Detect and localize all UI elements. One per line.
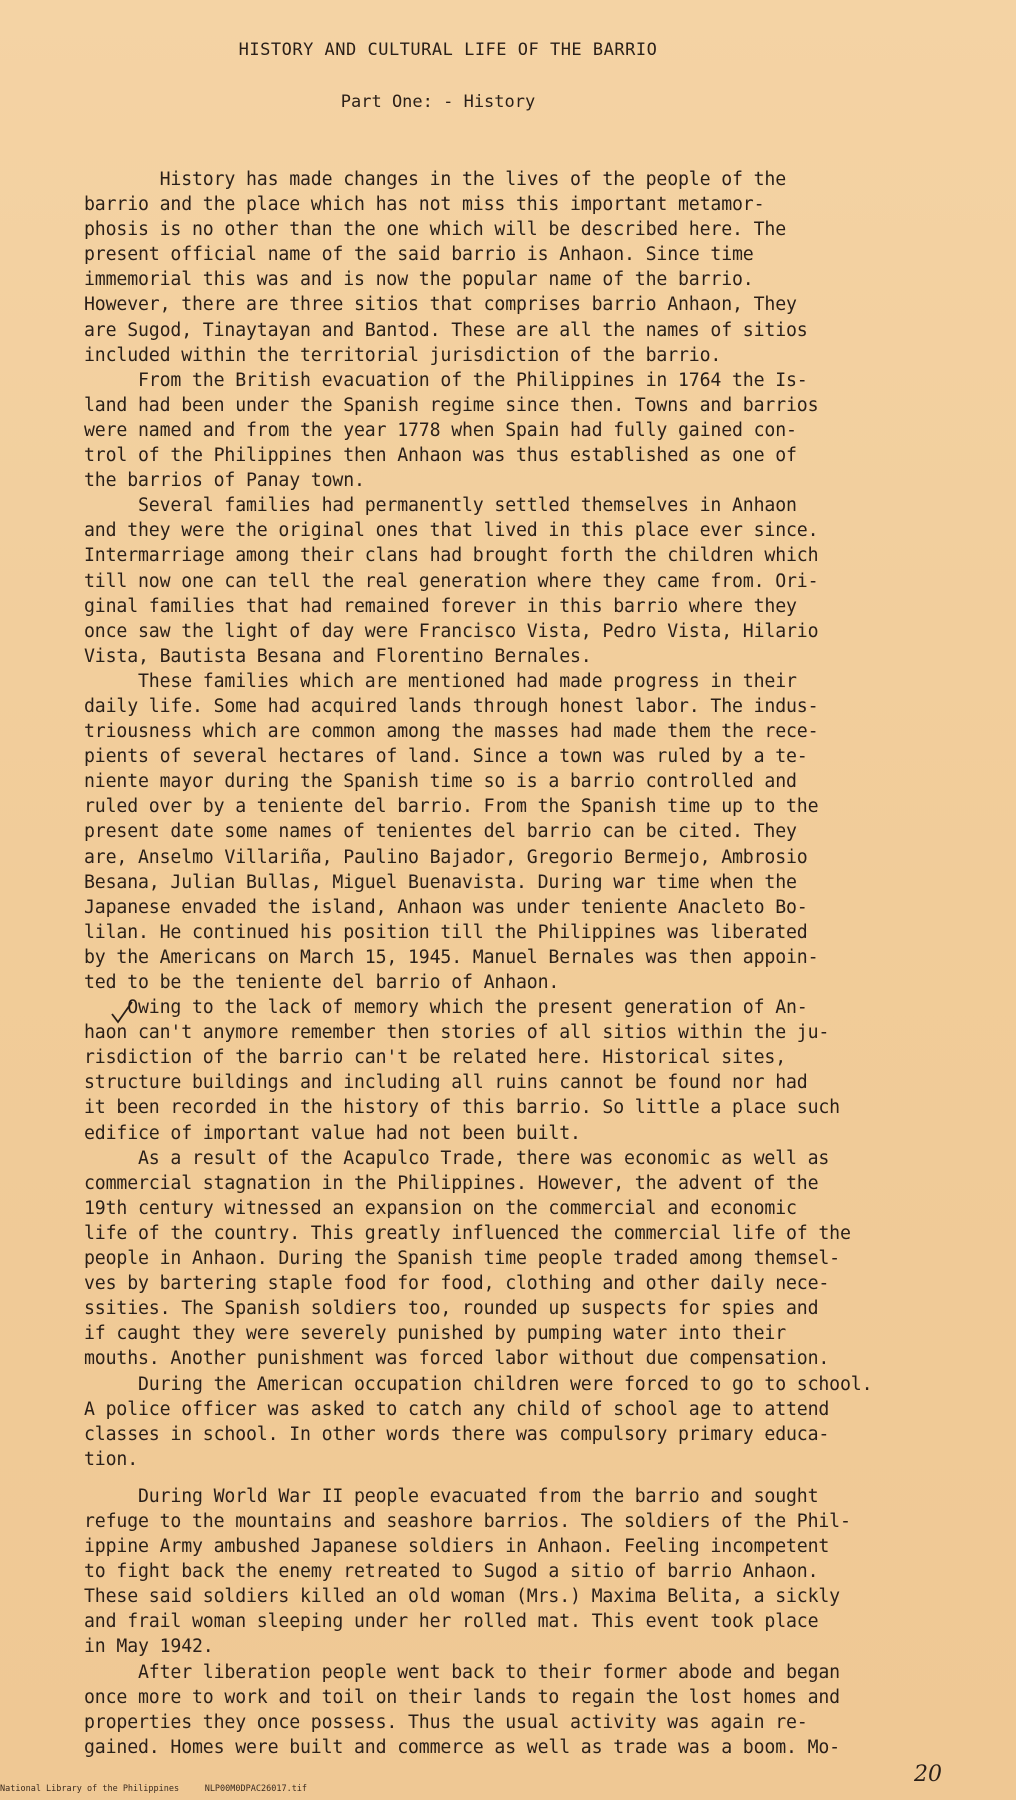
document-title: HISTORY AND CULTURAL LIFE OF THE BARRIO: [238, 40, 658, 60]
text-line: once saw the light of day were Francisco Vista, Pedro Vista, Hilario: [84, 620, 819, 642]
text-line: are, Anselmo Villariña, Paulino Bajador, Gregorio Bermejo, Ambrosio: [84, 846, 808, 868]
text-line: ted to be the teniente del barrio of Anhaon.: [84, 972, 560, 993]
text-line: to fight back the enemy retreated to Sugod a sitio of barrio Anhaon.: [84, 1561, 819, 1583]
text-line: structure buildings and including all ruins cannot be found nor had: [84, 1072, 808, 1094]
text-line: barrio and the place which has not miss this important metamor-: [84, 194, 765, 216]
text-line: These said soldiers killed an old woman (Mrs.) Maxima Belita, a sickly: [84, 1586, 840, 1608]
text-line: Japanese envaded the island, Anhaon was under teniente Anacleto Bo-: [84, 896, 808, 918]
text-line: pients of several hectares of land. Since a town was ruled by a te-: [84, 746, 808, 768]
text-line: Several families had permanently settled themselves in Anhaon: [84, 495, 797, 517]
text-line: it been recorded in the history of this barrio. So little a place such: [84, 1097, 840, 1119]
text-line: present official name of the said barrio is Anhaon. Since time: [84, 244, 754, 266]
text-line: triousness which are common among the masses had made them the rece-: [84, 721, 819, 743]
text-line: once more to work and toil on their lands to regain the lost homes and: [84, 1686, 840, 1708]
text-line: niente mayor during the Spanish time so is a barrio controlled and: [84, 771, 797, 793]
text-line: included within the territorial jurisdiction of the barrio.: [84, 344, 722, 366]
text-line: daily life. Some had acquired lands through honest labor. The indus-: [84, 695, 819, 717]
text-line: A police officer was asked to catch any child of school age to attend: [84, 1398, 830, 1420]
text-line: ippine Army ambushed Japanese soldiers in Anhaon. Feeling incompetent: [84, 1536, 830, 1558]
text-line: ruled over by a teniente del barrio. From the Spanish time up to the: [84, 796, 819, 818]
text-line: After liberation people went back to their former abode and began: [84, 1661, 840, 1683]
scan-footer: National Library of the Philippines NLP00M0DPAC26017.tif: [0, 1784, 308, 1794]
text-line: life of the country. This greatly influenced the commercial life of the: [84, 1222, 851, 1244]
text-line: ginal families that had remained forever in this barrio where they: [84, 595, 797, 617]
text-line: risdiction of the barrio can't be related here. Historical sites,: [84, 1047, 786, 1069]
text-line: mouths. Another punishment was forced labor without due compensation.: [84, 1348, 830, 1370]
text-line: During the American occupation children were forced to go to school.: [84, 1373, 873, 1395]
document-subtitle: Part One: - History: [340, 92, 536, 112]
text-line: Intermarriage among their clans had brought forth the children which: [84, 545, 819, 567]
text-line: people in Anhaon. During the Spanish time people traded among themsel-: [84, 1248, 840, 1270]
text-line: if caught they were severely punished by pumping water into their: [84, 1323, 786, 1345]
text-line: in May 1942.: [84, 1636, 214, 1658]
text-line: till now one can tell the real generation where they came from. Ori-: [84, 570, 819, 592]
text-line: tion.: [84, 1448, 138, 1470]
text-line: are Sugod, Tinaytayan and Bantod. These are all the names of sitios: [84, 319, 808, 341]
text-line: phosis is no other than the one which will be described here. The: [84, 219, 786, 241]
text-line: refuge to the mountains and seashore barrios. The soldiers of the Phil-: [84, 1510, 851, 1532]
text-line: classes in school. In other words there was compulsory primary educa-: [84, 1423, 830, 1445]
text-line: haon can't anymore remember then stories of all sitios within the ju-: [84, 1022, 830, 1044]
text-line: lilan. He continued his position till the Philippines was liberated: [84, 921, 808, 943]
text-line: Vista, Bautista Besana and Florentino Bernales.: [84, 645, 592, 667]
text-line: immemorial this was and is now the popular name of the barrio.: [84, 269, 754, 291]
text-line: From the British evacuation of the Philippines in 1764 the Is-: [84, 369, 808, 391]
text-line: ssities. The Spanish soldiers too, rounded up suspects for spies and: [84, 1298, 819, 1320]
text-line: However, there are three sitios that comprises barrio Anhaon, They: [84, 294, 797, 316]
page-number: 20: [914, 1762, 942, 1787]
text-line: edifice of important value had not been built.: [84, 1122, 581, 1144]
text-line: and they were the original ones that lived in this place ever since.: [84, 520, 819, 542]
text-line: trol of the Philippines then Anhaon was thus established as one of: [84, 445, 797, 467]
text-line: As a result of the Acapulco Trade, there was economic as well as: [84, 1147, 830, 1169]
text-line: Owing to the lack of memory which the present generation of An-: [84, 997, 808, 1019]
text-line: Besana, Julian Bullas, Miguel Buenavista. During war time when the: [84, 871, 797, 893]
text-line: [84, 1472, 944, 1484]
text-line: and frail woman sleeping under her rolled mat. This event took place: [84, 1611, 819, 1633]
text-line: were named and from the year 1778 when Spain had fully gained con-: [84, 419, 797, 441]
text-line: History has made changes in the lives of the people of the: [84, 169, 786, 190]
text-line: commercial stagnation in the Philippines. However, the advent of the: [84, 1172, 819, 1194]
text-line: ves by bartering staple food for food, clothing and other daily nece-: [84, 1273, 830, 1295]
text-line: land had been under the Spanish regime since then. Towns and barrios: [84, 394, 819, 416]
text-line: properties they once possess. Thus the usual activity was again re-: [84, 1711, 808, 1733]
text-line: These families which are mentioned had made progress in their: [84, 670, 797, 692]
text-line: present date some names of tenientes del barrio can be cited. They: [84, 821, 797, 843]
text-line: the barrios of Panay town.: [84, 470, 365, 492]
check-mark-icon: [110, 1000, 134, 1026]
text-line: 19th century witnessed an expansion on the commercial and economic: [84, 1197, 797, 1219]
text-line: by the Americans on March 15, 1945. Manuel Bernales was then appoin-: [84, 946, 819, 968]
text-line: During World War II people evacuated from the barrio and sought: [84, 1485, 819, 1507]
text-line: gained. Homes were built and commerce as well as trade was a boom. Mo-: [84, 1736, 840, 1758]
document-body: [84, 167, 944, 1760]
